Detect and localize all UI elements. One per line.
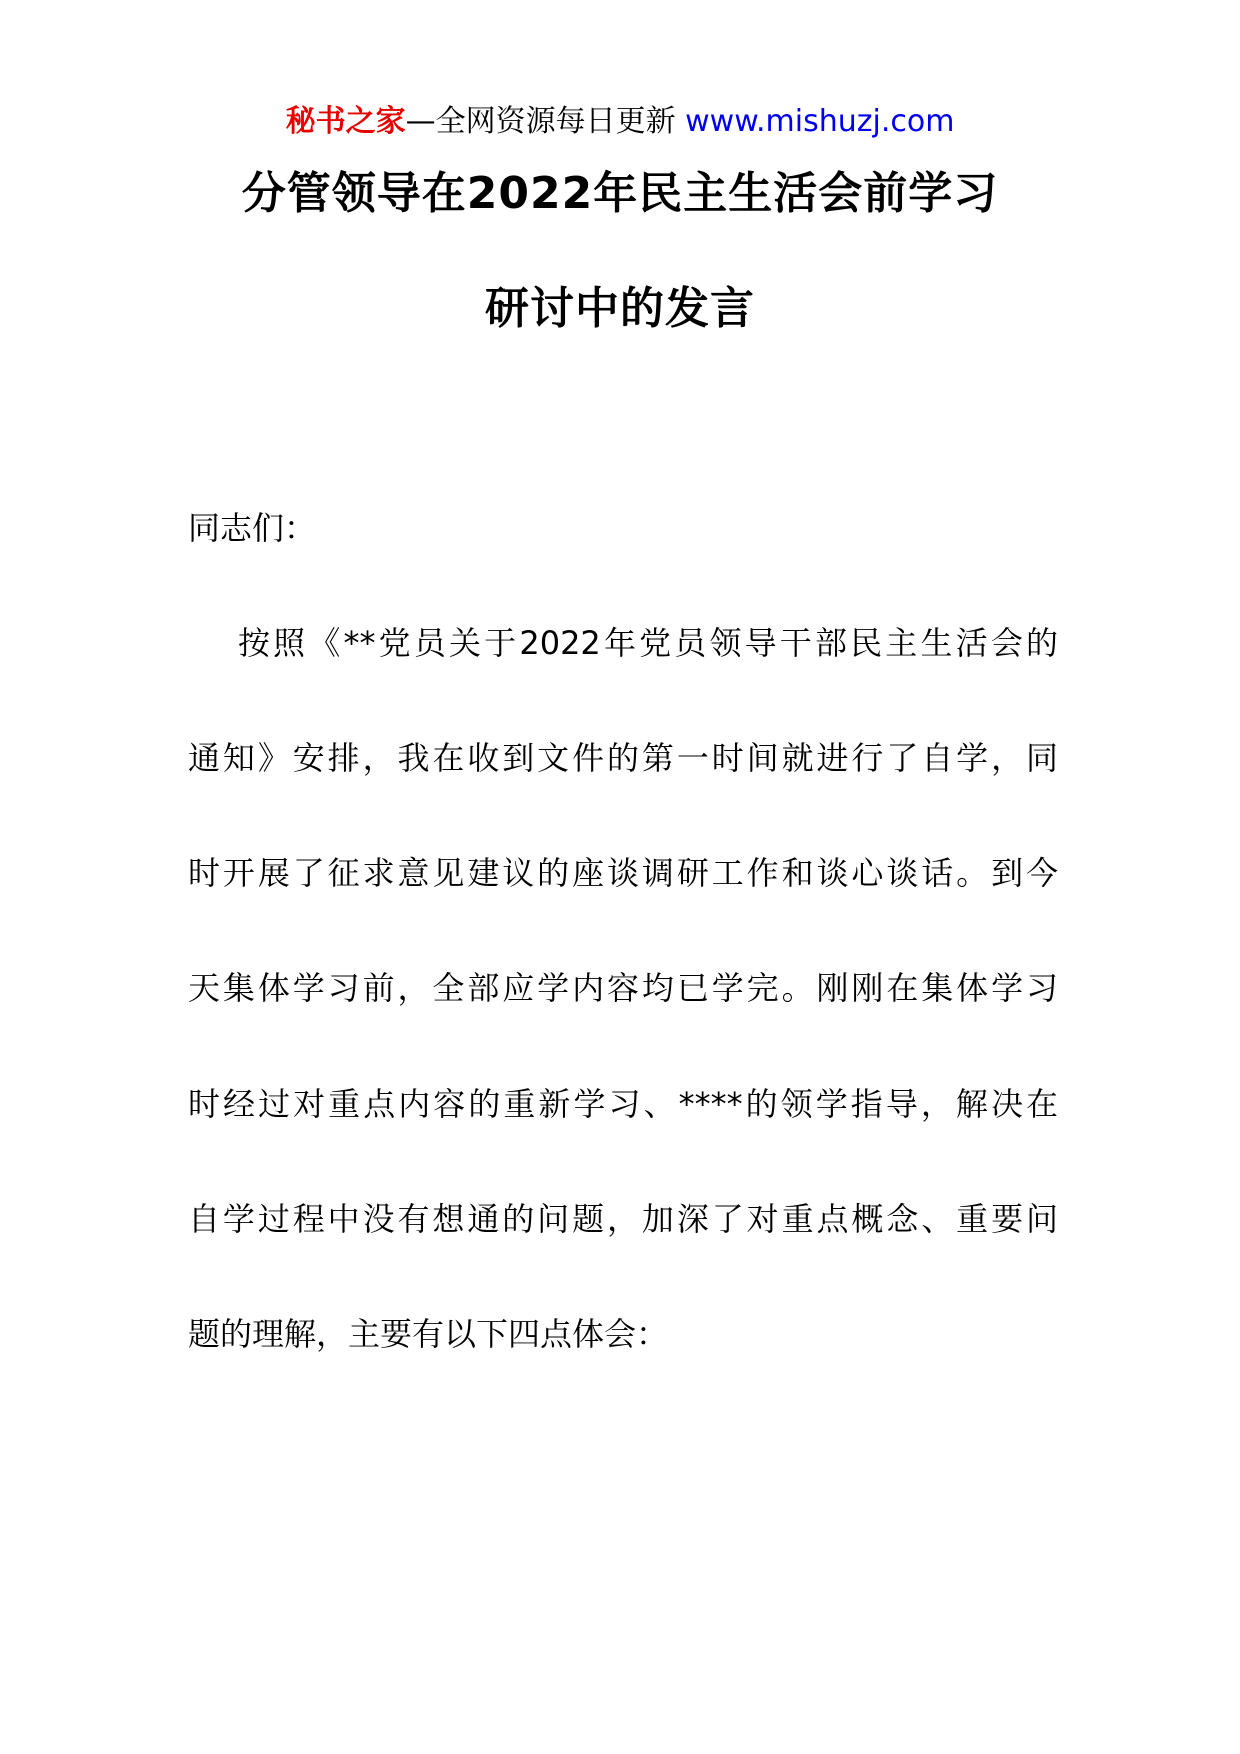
paragraph-line: 按照《**党员关于2022年党员领导干部民主生活会的 <box>238 624 1058 662</box>
paragraph-line: 自学过程中没有想通的问题，加深了对重点概念、重要问 <box>188 1200 1058 1238</box>
document-title-line-2: 研讨中的发言 <box>485 283 755 334</box>
site-url-link[interactable]: www.mishuzj.com <box>685 104 955 139</box>
site-tagline: —全网资源每日更新 <box>405 104 676 139</box>
site-header <box>0 100 1240 144</box>
paragraph-line: 通知》安排，我在收到文件的第一时间就进行了自学，同 <box>188 739 1058 777</box>
paragraph-line: 天集体学习前，全部应学内容均已学完。刚刚在集体学习 <box>188 969 1058 1007</box>
site-brand: 秘书之家 <box>285 104 406 139</box>
paragraph-line: 时经过对重点内容的重新学习、****的领学指导，解决在 <box>188 1085 1058 1123</box>
paragraph-line-last: 题的理解，主要有以下四点体会： <box>188 1315 669 1353</box>
document-title-line-1: 分管领导在2022年民主生活会前学习 <box>241 168 999 219</box>
salutation: 同志们： <box>188 509 317 547</box>
paragraph-line: 时开展了征求意见建议的座谈调研工作和谈心谈话。到今 <box>188 854 1058 892</box>
